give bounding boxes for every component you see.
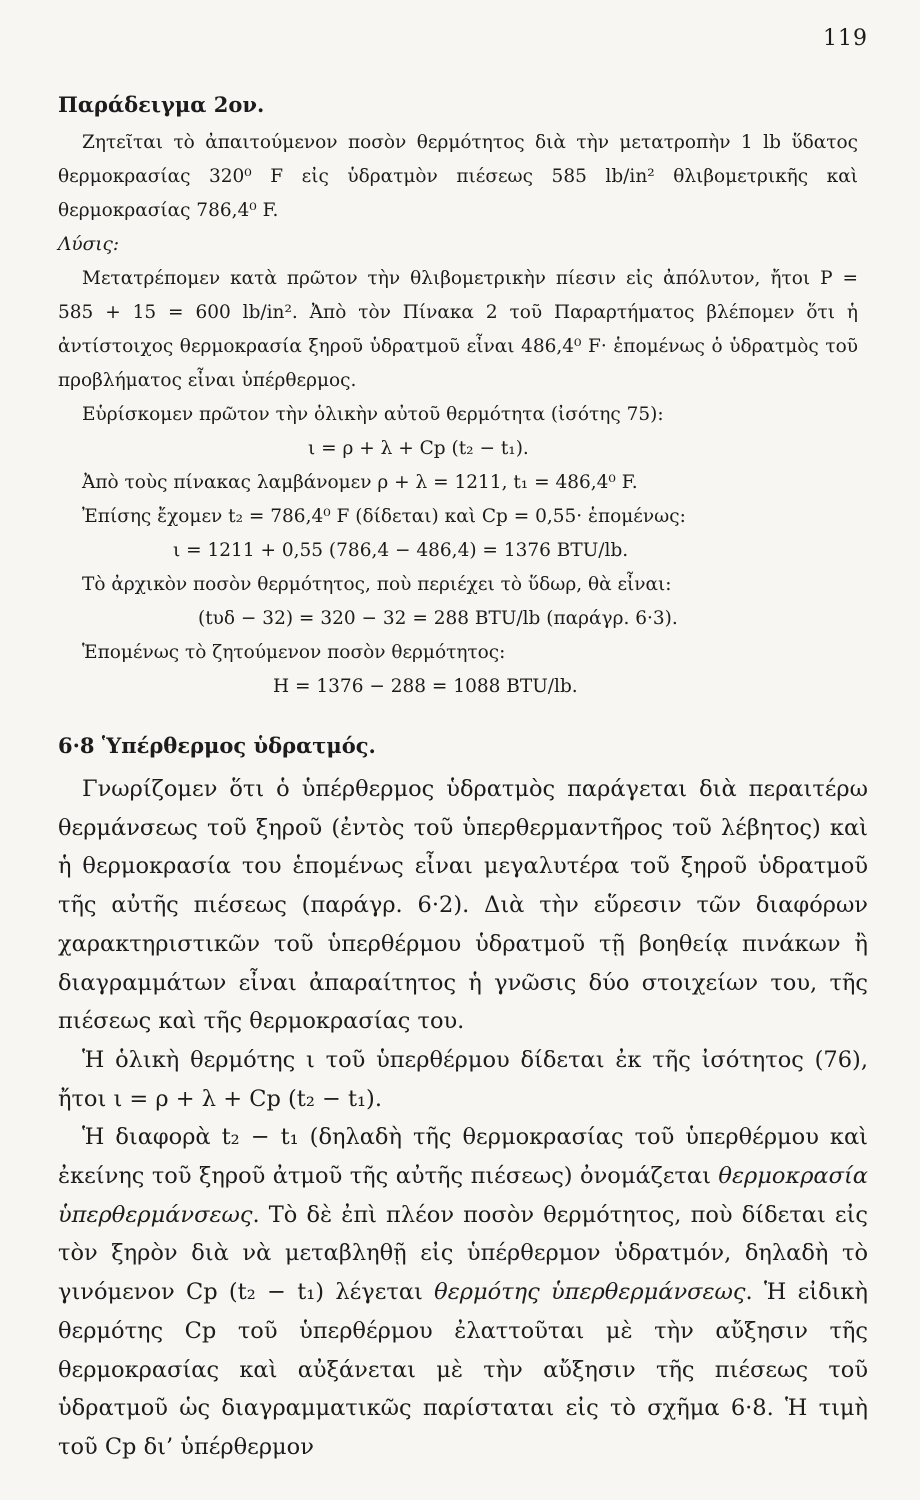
- section-paragraph-3: [58, 1118, 868, 1466]
- paragraph-3-part-b: . Τὸ δὲ ἐπὶ πλέον ποσὸν θερμότητος, ποὺ δίδεται εἰς τὸν ξηρὸν διὰ νὰ μεταβληθῇ εἰς ὑπέρθερμον ὑδρατμόν, δηλαδὴ τὸ γινόμενον Cp (t₂ − t₁) λέγεται: [58, 1201, 868, 1306]
- page-number: 119: [823, 26, 868, 51]
- equation-heat-result: ι = 1211 + 0,55 (786,4 − 486,4) = 1376 BTU/lb.: [173, 540, 629, 561]
- section-paragraph-2: Ἡ ὁλικὴ θερμότης ι τοῦ ὑπερθέρμου δίδεται ἐκ τῆς ἰσότητος (76), ἤτοι ι = ρ + λ + Cp (t₂ − t₁).: [58, 1046, 868, 1112]
- solution-block: [58, 228, 858, 704]
- example-problem-block: [58, 126, 858, 228]
- example-title: Παράδειγμα 2ον.: [58, 92, 265, 117]
- solution-paragraph-4: Ἐπίσης ἔχομεν t₂ = 786,4⁰ F (δίδεται) καὶ Cp = 0,55· ἑπομένως:: [82, 506, 686, 527]
- solution-paragraph-5: Τὸ ἀρχικὸν ποσὸν θερμότητος, ποὺ περιέχει τὸ ὕδωρ, θὰ εἶναι:: [82, 574, 672, 595]
- equation-initial-heat: (tυδ − 32) = 320 − 32 = 288 BTU/lb (παράγρ. 6·3).: [198, 608, 678, 629]
- equation-total-heat: ι = ρ + λ + Cp (t₂ − t₁).: [308, 438, 529, 459]
- term-superheat-temperature: θερμοκρασία ὑπερθερμάνσεως: [58, 1163, 868, 1228]
- solution-paragraph-2: Εὑρίσκομεν πρῶτον τὴν ὁλικὴν αὐτοῦ θερμότητα (ἰσότης 75):: [82, 404, 664, 425]
- section-title: 6·8 Ὑπέρθερμος ὑδρατμός.: [58, 733, 376, 758]
- section-paragraph-1: Γνωρίζομεν ὅτι ὁ ὑπέρθερμος ὑδρατμὸς παράγεται διὰ περαιτέρω θερμάνσεως τοῦ ξηροῦ (ἐντὸς τοῦ ὑπερθερμαντῆρος τοῦ λέβητος) καὶ ἡ θερμοκρασία του ἑπομένως εἶναι μεγαλυτέρα τοῦ ξηροῦ ὑδρατμοῦ τῆς αὐτῆς πιέσεως (παράγρ. 6·2). Διὰ τὴν εὕρεσιν τῶν διαφόρων χαρακτηριστικῶν τοῦ ὑπερθέρμου ὑδρατμοῦ τῇ βοηθείᾳ πινάκων ἢ διαγραμμάτων εἶναι ἀπαραίτητος ἡ γνῶσις δύο στοιχείων του, τῆς πιέσεως καὶ τῆς θερμοκρασίας του.: [58, 776, 868, 1035]
- solution-label: Λύσις:: [58, 234, 120, 255]
- paragraph-3-part-a: Ἡ διαφορὰ t₂ − t₁ (δηλαδὴ τῆς θερμοκρασίας τοῦ ὑπερθέρμου καὶ ἐκείνης τοῦ ξηροῦ ἀτμοῦ τῆς αὐτῆς πιέσεως) ὀνομάζεται: [58, 1124, 868, 1190]
- section-body: [58, 770, 868, 1467]
- equation-required-heat: H = 1376 − 288 = 1088 BTU/lb.: [273, 676, 578, 697]
- paragraph-3-part-c: . Ἡ εἰδικὴ θερμότης Cp τοῦ ὑπερθέρμου ἐλαττοῦται μὲ τὴν αὔξησιν τῆς θερμοκρασίας καὶ αὐξάνεται μὲ τὴν αὔξησιν τῆς πιέσεως τοῦ ὑδρατμοῦ ὡς διαγραμματικῶς παρίσταται εἰς τὸ σχῆμα 6·8. Ἡ τιμὴ τοῦ Cp δι’ ὑπέρθερμον: [58, 1279, 868, 1460]
- solution-paragraph-1: Μετατρέπομεν κατὰ πρῶτον τὴν θλιβομετρικὴν πίεσιν εἰς ἀπόλυτον, ἤτοι P = 585 + 15 = 600 lb/in². Ἀπὸ τὸν Πίνακα 2 τοῦ Παραρτήματος βλέπομεν ὅτι ἡ ἀντίστοιχος θερμοκρασία ξηροῦ ὑδρατμοῦ εἶναι 486,4⁰ F· ἑπομένως ὁ ὑδρατμὸς τοῦ προβλήματος εἶναι ὑπέρθερμος.: [58, 268, 858, 391]
- example-problem: Ζητεῖται τὸ ἀπαιτούμενον ποσὸν θερμότητος διὰ τὴν μετατροπὴν 1 lb ὕδατος θερμοκρασίας 320⁰ F εἰς ὑδρατμὸν πιέσεως 585 lb/in² θλιβομετρικῆς καὶ θερμοκρασίας 786,4⁰ F.: [58, 132, 858, 221]
- solution-paragraph-3: Ἀπὸ τοὺς πίνακας λαμβάνομεν ρ + λ = 1211, t₁ = 486,4⁰ F.: [82, 472, 638, 493]
- solution-paragraph-6: Ἑπομένως τὸ ζητούμενον ποσὸν θερμότητος:: [82, 642, 506, 663]
- term-superheat-heat: θερμότης ὑπερθερμάνσεως: [434, 1279, 746, 1306]
